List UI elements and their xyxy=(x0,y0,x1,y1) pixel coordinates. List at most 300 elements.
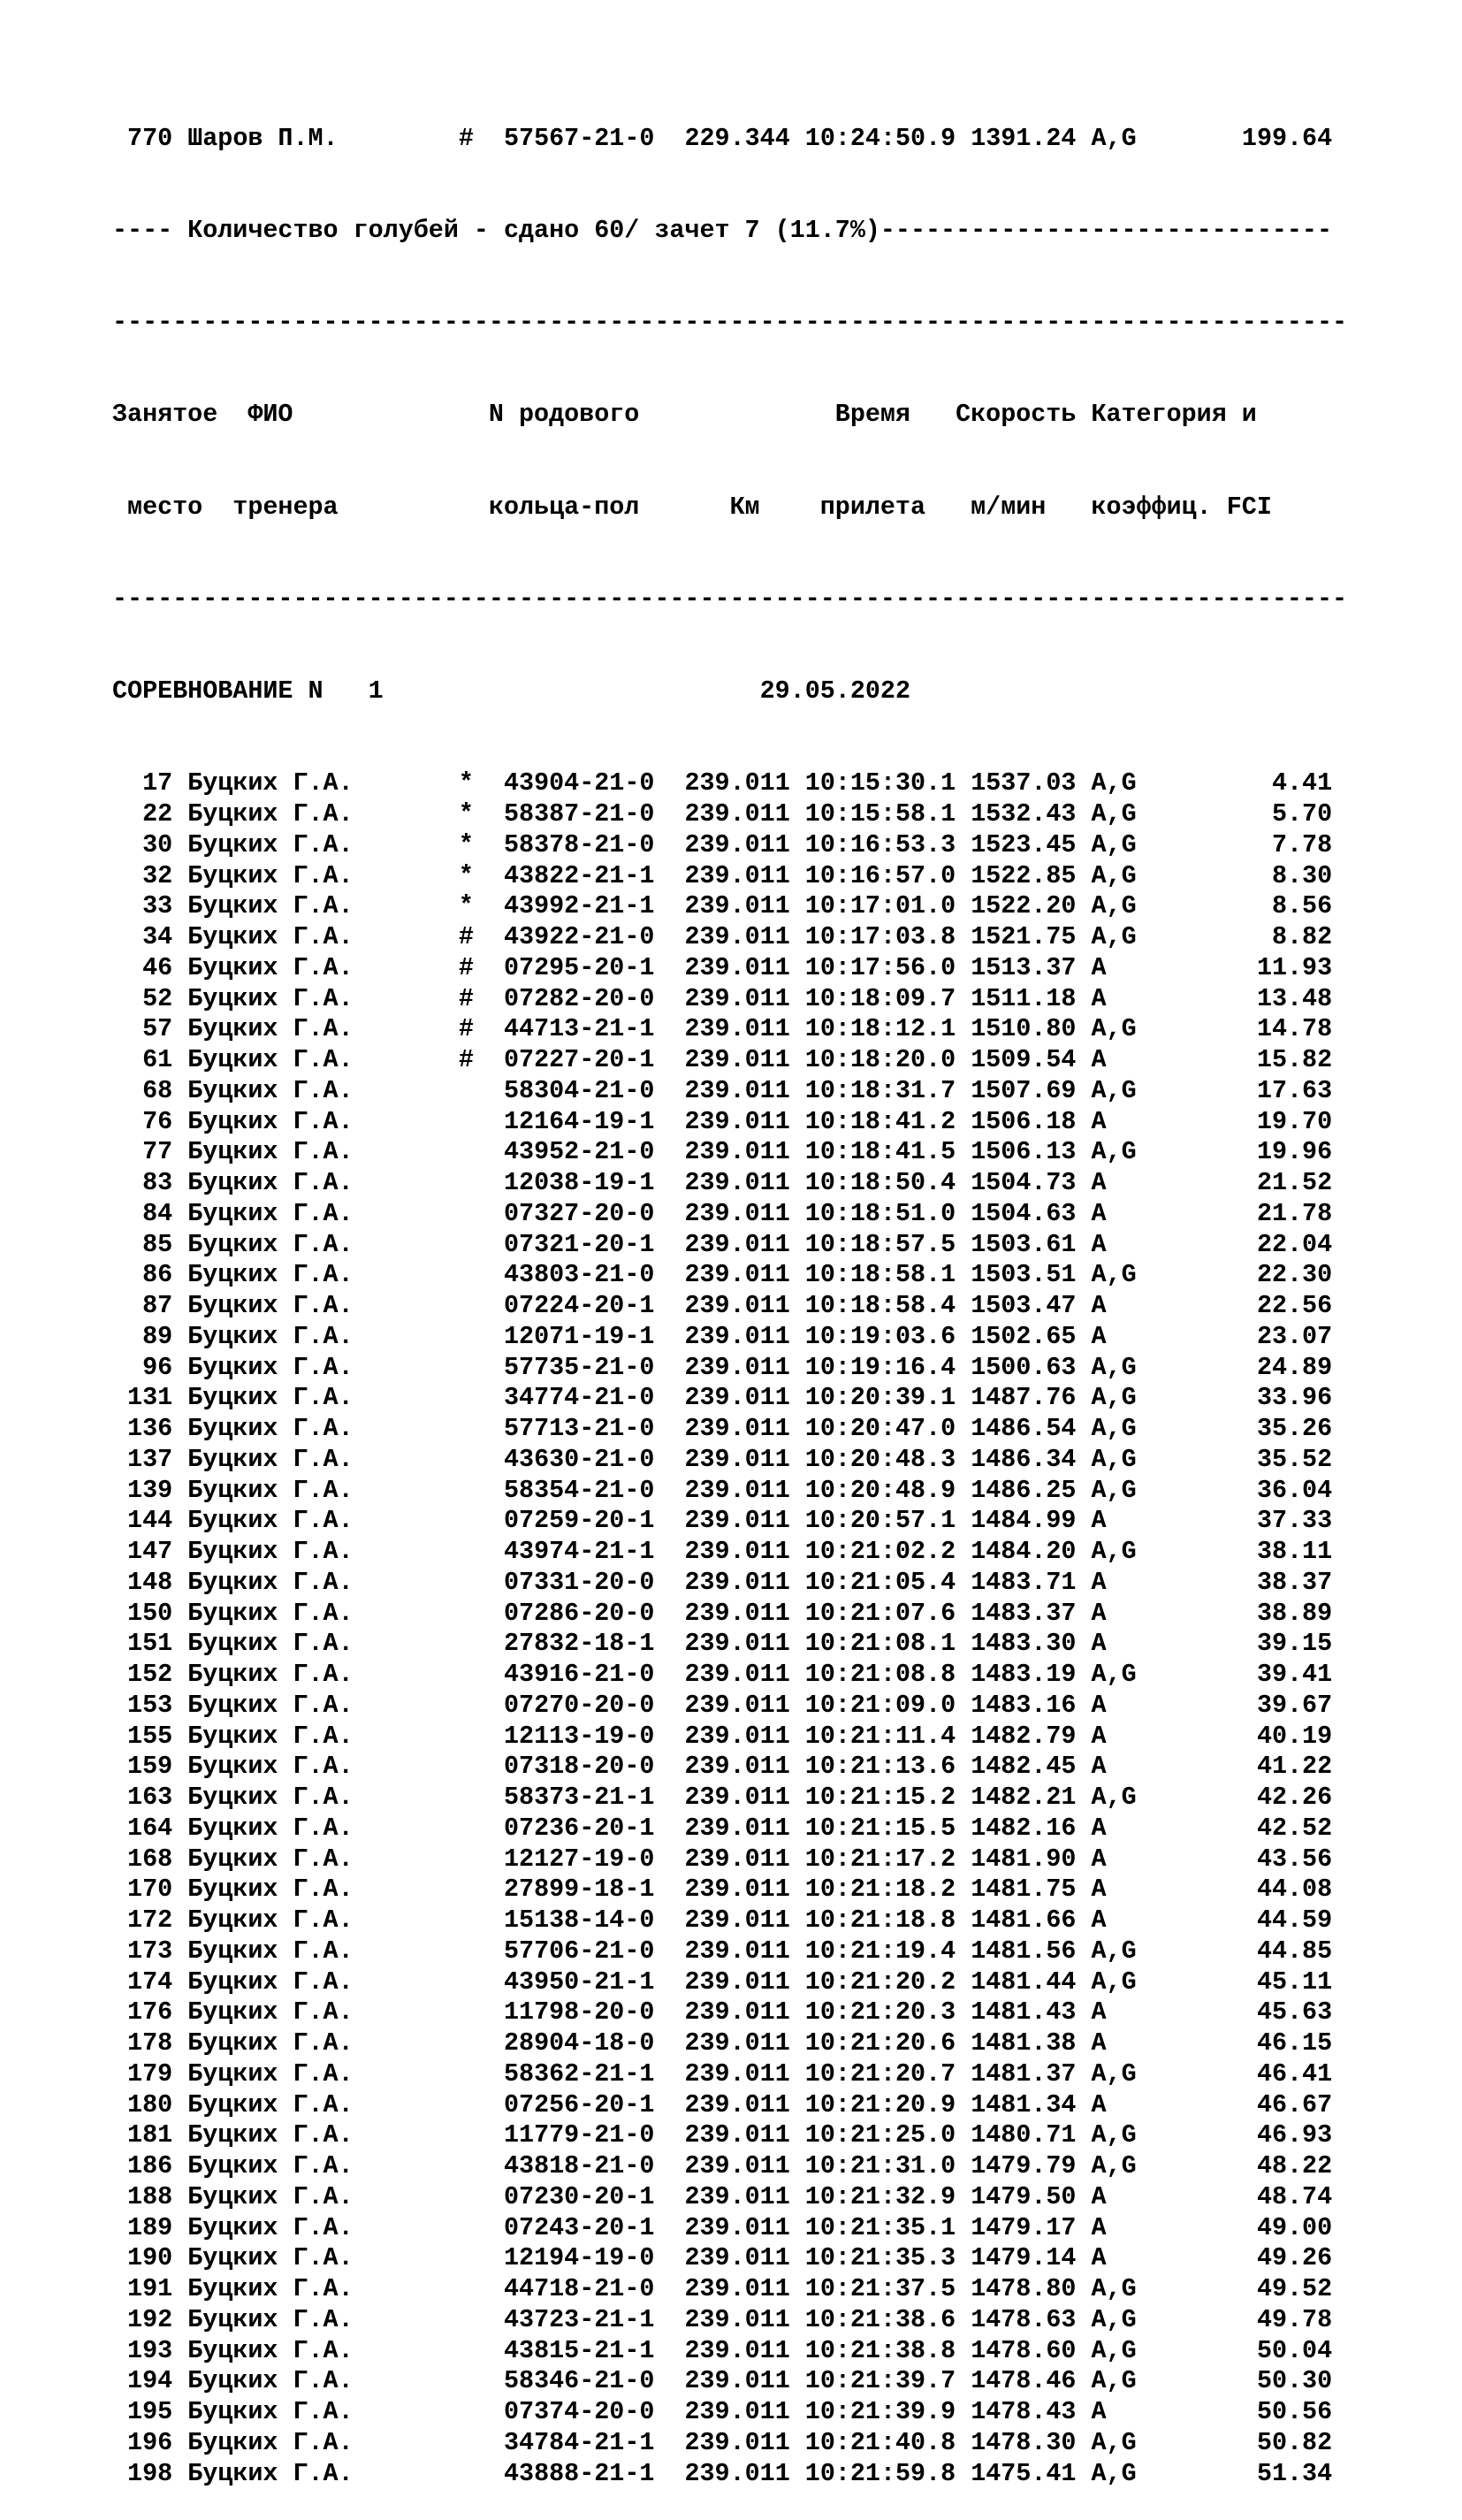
table-row xyxy=(112,1629,1347,1660)
row-mark xyxy=(459,1997,504,2027)
table-row xyxy=(112,1230,1347,1261)
row-category: A xyxy=(1091,2212,1137,2242)
row-fci: 7.78 xyxy=(1136,829,1333,859)
row-time: 10:21:40.8 xyxy=(804,2427,956,2457)
row-ring: 07256-20-1 xyxy=(504,2089,655,2119)
row-ring: 57706-21-0 xyxy=(504,1936,655,1966)
row-category: A xyxy=(1091,1721,1137,1751)
row-fci: 46.15 xyxy=(1136,2028,1333,2058)
row-time: 10:21:09.0 xyxy=(804,1690,956,1720)
row-name: Буцких Г.А. xyxy=(187,1905,444,1935)
row-speed: 1506.13 xyxy=(971,1137,1077,1167)
row-name: Буцких Г.А. xyxy=(187,922,444,951)
row-category: A xyxy=(1091,1229,1137,1259)
row-name: Буцких Г.А. xyxy=(187,799,444,829)
row-name: Буцких Г.А. xyxy=(187,860,444,890)
row-ring: 43992-21-1 xyxy=(504,891,655,921)
row-time: 10:21:38.6 xyxy=(804,2304,956,2334)
row-ring: 58304-21-0 xyxy=(504,1075,655,1105)
row-name: Буцких Г.А. xyxy=(187,1444,444,1474)
table-row xyxy=(112,2336,1347,2367)
row-fci: 23.07 xyxy=(1136,1321,1333,1351)
row-time: 10:18:58.4 xyxy=(804,1291,956,1320)
row-time: 10:18:41.5 xyxy=(804,1137,956,1167)
row-name: Буцких Г.А. xyxy=(187,1137,444,1167)
row-mark xyxy=(459,1936,504,1966)
table-row xyxy=(112,1905,1347,1936)
row-time: 10:21:15.5 xyxy=(804,1813,956,1843)
row-mark xyxy=(459,2213,504,2242)
row-category: A,G xyxy=(1091,1075,1137,1105)
row-time: 10:18:41.2 xyxy=(804,1106,956,1136)
row-speed: 1478.80 xyxy=(971,2274,1077,2303)
row-name: Буцких Г.А. xyxy=(187,2089,444,2119)
row-mark xyxy=(459,2336,504,2365)
row-mark xyxy=(459,1383,504,1412)
row-fci: 39.41 xyxy=(1136,1660,1333,1689)
row-km: 239.011 xyxy=(684,1198,790,1228)
row-fci: 21.52 xyxy=(1136,1168,1333,1197)
row-speed: 1513.37 xyxy=(971,952,1077,982)
row-km: 239.011 xyxy=(684,2181,790,2211)
prev-category: A,G xyxy=(1091,123,1137,153)
row-fci: 17.63 xyxy=(1136,1075,1333,1105)
row-km: 239.011 xyxy=(684,1075,790,1105)
row-category: A,G xyxy=(1091,860,1137,890)
table-row xyxy=(112,2305,1347,2336)
row-name: Буцких Г.А. xyxy=(187,2181,444,2211)
row-fci: 22.04 xyxy=(1136,1229,1333,1259)
table-row xyxy=(112,830,1347,861)
row-category: A,G xyxy=(1091,799,1137,829)
column-header-line-1: Занятое ФИО N родового Время Скорость Категория и xyxy=(112,400,1257,430)
row-name: Буцких Г.А. xyxy=(187,2366,444,2396)
row-fci: 48.22 xyxy=(1136,2151,1333,2180)
row-speed: 1503.47 xyxy=(971,1291,1077,1320)
row-place: 86 xyxy=(112,1260,173,1290)
row-ring: 43888-21-1 xyxy=(504,2458,655,2488)
row-speed: 1486.25 xyxy=(971,1475,1077,1505)
row-time: 10:21:35.1 xyxy=(804,2212,956,2242)
row-speed: 1481.37 xyxy=(971,2058,1077,2089)
prev-mark: # xyxy=(458,123,505,153)
row-place: 17 xyxy=(112,768,173,798)
row-mark: * xyxy=(458,829,505,859)
row-speed: 1506.18 xyxy=(971,1106,1077,1136)
row-time: 10:16:57.0 xyxy=(804,860,956,890)
row-fci: 15.82 xyxy=(1136,1045,1333,1074)
row-category: A xyxy=(1091,1598,1137,1628)
row-time: 10:20:48.9 xyxy=(804,1475,956,1505)
competition-date: 29.05.2022 xyxy=(759,676,910,706)
row-category: A,G xyxy=(1091,768,1137,798)
row-place: 30 xyxy=(112,829,173,859)
row-km: 239.011 xyxy=(684,1260,790,1290)
row-time: 10:21:32.9 xyxy=(804,2181,956,2211)
table-row xyxy=(112,1445,1347,1476)
row-time: 10:21:20.7 xyxy=(804,2058,956,2089)
row-ring: 07230-20-1 xyxy=(504,2181,655,2211)
row-fci: 38.37 xyxy=(1136,1567,1333,1597)
row-fci: 45.11 xyxy=(1136,1966,1333,1997)
row-ring: 43904-21-0 xyxy=(504,768,655,798)
row-name: Буцких Г.А. xyxy=(187,2304,444,2334)
table-row xyxy=(112,2151,1347,2182)
row-category: A,G xyxy=(1091,1444,1137,1474)
row-category: A,G xyxy=(1091,891,1137,921)
row-category: A xyxy=(1091,1997,1137,2027)
row-ring: 44718-21-0 xyxy=(504,2274,655,2303)
row-fci: 45.63 xyxy=(1136,1997,1333,2027)
row-ring: 15138-14-0 xyxy=(504,1905,655,1935)
row-speed: 1482.16 xyxy=(971,1813,1077,1843)
row-speed: 1479.14 xyxy=(971,2243,1077,2273)
row-speed: 1482.21 xyxy=(971,1783,1077,1812)
row-ring: 12113-19-0 xyxy=(504,1721,655,1751)
row-place: 189 xyxy=(112,2212,173,2242)
table-row xyxy=(112,799,1347,830)
row-mark xyxy=(459,2305,504,2334)
separator-bottom: ---------------------------------------------------------------------------------- xyxy=(112,584,1348,614)
row-category: A,G xyxy=(1091,2274,1137,2303)
table-row xyxy=(112,1353,1347,1384)
row-mark xyxy=(459,1814,504,1843)
row-km: 239.011 xyxy=(684,2058,790,2089)
table-row xyxy=(112,1014,1347,1045)
table-row xyxy=(112,1322,1347,1353)
row-name: Буцких Г.А. xyxy=(187,1813,444,1843)
row-place: 163 xyxy=(112,1783,173,1812)
row-name: Буцких Г.А. xyxy=(187,1198,444,1228)
table-row xyxy=(112,922,1347,953)
row-mark xyxy=(459,1783,504,1812)
row-category: A xyxy=(1091,2397,1137,2426)
row-mark xyxy=(459,2428,504,2457)
column-header-line-2: место тренера кольца-пол Км прилета м/мин коэффиц. FCI xyxy=(112,492,1272,522)
row-speed: 1483.16 xyxy=(971,1690,1077,1720)
row-km: 239.011 xyxy=(684,1936,790,1966)
row-ring: 58378-21-0 xyxy=(504,829,655,859)
row-ring: 43950-21-1 xyxy=(504,1966,655,1997)
row-km: 239.011 xyxy=(684,799,790,829)
row-speed: 1478.30 xyxy=(971,2427,1077,2457)
row-time: 10:21:11.4 xyxy=(804,1721,956,1751)
row-ring: 07295-20-1 xyxy=(504,952,655,982)
row-place: 151 xyxy=(112,1629,173,1659)
row-ring: 43974-21-1 xyxy=(504,1537,655,1566)
row-fci: 50.56 xyxy=(1136,2397,1333,2426)
row-fci: 39.15 xyxy=(1136,1629,1333,1659)
row-place: 148 xyxy=(112,1567,173,1597)
row-km: 239.011 xyxy=(684,768,790,798)
row-category: A,G xyxy=(1091,2304,1137,2334)
row-place: 174 xyxy=(112,1966,173,1997)
row-mark xyxy=(459,1722,504,1751)
row-time: 10:17:03.8 xyxy=(804,922,956,951)
row-mark xyxy=(459,1199,504,1228)
row-km: 239.011 xyxy=(684,1321,790,1351)
row-place: 186 xyxy=(112,2151,173,2180)
row-name: Буцких Г.А. xyxy=(187,1997,444,2027)
row-name: Буцких Г.А. xyxy=(187,983,444,1013)
row-ring: 07374-20-0 xyxy=(504,2397,655,2426)
row-fci: 38.89 xyxy=(1136,1598,1333,1628)
row-fci: 43.56 xyxy=(1136,1844,1333,1874)
row-place: 172 xyxy=(112,1905,173,1935)
row-mark: * xyxy=(458,768,505,798)
row-speed: 1522.20 xyxy=(971,891,1077,921)
table-row xyxy=(112,861,1347,892)
row-mark xyxy=(459,1967,504,1997)
row-place: 34 xyxy=(112,922,173,951)
row-speed: 1509.54 xyxy=(971,1045,1077,1074)
row-ring: 28904-18-0 xyxy=(504,2028,655,2058)
row-category: A xyxy=(1091,1106,1137,1136)
row-km: 239.011 xyxy=(684,2151,790,2180)
prev-place: 770 xyxy=(112,123,173,153)
row-category: A xyxy=(1091,1905,1137,1935)
row-speed: 1503.61 xyxy=(971,1229,1077,1259)
row-ring: 07227-20-1 xyxy=(504,1045,655,1074)
row-place: 33 xyxy=(112,891,173,921)
row-km: 239.011 xyxy=(684,2120,790,2150)
row-place: 76 xyxy=(112,1106,173,1136)
row-place: 192 xyxy=(112,2304,173,2334)
row-km: 239.011 xyxy=(684,1383,790,1413)
row-mark xyxy=(459,2366,504,2395)
row-km: 239.011 xyxy=(684,2243,790,2273)
row-category: A,G xyxy=(1091,2120,1137,2150)
row-ring: 58346-21-0 xyxy=(504,2366,655,2396)
table-row xyxy=(112,1814,1347,1844)
row-km: 239.011 xyxy=(684,1291,790,1320)
row-ring: 12038-19-1 xyxy=(504,1168,655,1197)
table-row xyxy=(112,2059,1347,2090)
row-km: 239.011 xyxy=(684,891,790,921)
row-name: Буцких Г.А. xyxy=(187,1690,444,1720)
table-row xyxy=(112,1383,1347,1414)
row-name: Буцких Г.А. xyxy=(187,1875,444,1905)
row-time: 10:18:20.0 xyxy=(804,1045,956,1074)
row-speed: 1504.73 xyxy=(971,1168,1077,1197)
table-row xyxy=(112,2366,1347,2397)
row-ring: 43723-21-1 xyxy=(504,2304,655,2334)
row-place: 180 xyxy=(112,2089,173,2119)
row-category: A,G xyxy=(1091,2151,1137,2180)
row-category: A,G xyxy=(1091,1352,1137,1382)
row-time: 10:21:25.0 xyxy=(804,2120,956,2150)
row-km: 239.011 xyxy=(684,1966,790,1997)
table-row xyxy=(112,1844,1347,1875)
row-category: A,G xyxy=(1091,1660,1137,1689)
competition-label: СОРЕВНОВАНИЕ N 1 xyxy=(112,676,760,706)
row-ring: 07270-20-0 xyxy=(504,1690,655,1720)
row-speed: 1479.50 xyxy=(971,2181,1077,2211)
row-fci: 46.67 xyxy=(1136,2089,1333,2119)
row-ring: 07286-20-0 xyxy=(504,1598,655,1628)
row-mark xyxy=(459,1629,504,1658)
row-category: A,G xyxy=(1091,1137,1137,1167)
row-fci: 42.26 xyxy=(1136,1783,1333,1812)
row-name: Буцких Г.А. xyxy=(187,1783,444,1812)
row-mark xyxy=(459,2090,504,2119)
row-speed: 1487.76 xyxy=(971,1383,1077,1413)
row-place: 164 xyxy=(112,1813,173,1843)
row-name: Буцких Г.А. xyxy=(187,829,444,859)
row-speed: 1504.63 xyxy=(971,1198,1077,1228)
table-row xyxy=(112,2459,1347,2490)
row-name: Буцких Г.А. xyxy=(187,891,444,921)
table-row xyxy=(112,1783,1347,1814)
table-row xyxy=(112,1691,1347,1722)
row-category: A xyxy=(1091,1168,1137,1197)
row-category: A xyxy=(1091,2243,1137,2273)
row-speed: 1479.79 xyxy=(971,2151,1077,2180)
table-row xyxy=(112,1076,1347,1107)
row-ring: 43952-21-0 xyxy=(504,1137,655,1167)
row-speed: 1483.71 xyxy=(971,1567,1077,1597)
row-category: A xyxy=(1091,2028,1137,2058)
row-mark: # xyxy=(458,1045,505,1074)
row-name: Буцких Г.А. xyxy=(187,1475,444,1505)
row-fci: 22.30 xyxy=(1136,1260,1333,1290)
row-place: 152 xyxy=(112,1660,173,1689)
row-name: Буцких Г.А. xyxy=(187,1966,444,1997)
row-mark xyxy=(459,1599,504,1628)
row-category: A,G xyxy=(1091,1383,1137,1413)
row-speed: 1481.38 xyxy=(971,2028,1077,2058)
row-time: 10:21:13.6 xyxy=(804,1752,956,1782)
row-category: A xyxy=(1091,1752,1137,1782)
row-ring: 58373-21-1 xyxy=(504,1783,655,1812)
row-place: 22 xyxy=(112,799,173,829)
row-speed: 1481.44 xyxy=(971,1966,1077,1997)
table-row xyxy=(112,1660,1347,1691)
row-mark: * xyxy=(458,891,505,921)
row-name: Буцких Г.А. xyxy=(187,952,444,982)
row-speed: 1483.30 xyxy=(971,1629,1077,1659)
row-place: 198 xyxy=(112,2458,173,2488)
row-time: 10:21:39.9 xyxy=(804,2397,956,2426)
table-row xyxy=(112,953,1347,984)
row-place: 96 xyxy=(112,1352,173,1382)
row-mark xyxy=(459,1476,504,1505)
row-mark xyxy=(459,1168,504,1197)
row-speed: 1502.65 xyxy=(971,1321,1077,1351)
prev-ring: 57567-21-0 xyxy=(504,123,655,153)
table-row xyxy=(112,1875,1347,1905)
row-fci: 24.89 xyxy=(1136,1352,1333,1382)
row-ring: 34774-21-0 xyxy=(504,1383,655,1413)
row-name: Буцких Г.А. xyxy=(187,1352,444,1382)
row-ring: 58387-21-0 xyxy=(504,799,655,829)
row-km: 239.011 xyxy=(684,1352,790,1382)
row-speed: 1479.17 xyxy=(971,2212,1077,2242)
row-name: Буцких Г.А. xyxy=(187,2458,444,2488)
row-fci: 33.96 xyxy=(1136,1383,1333,1413)
row-place: 32 xyxy=(112,860,173,890)
row-name: Буцких Г.А. xyxy=(187,1414,444,1443)
row-mark xyxy=(459,2182,504,2211)
row-km: 239.011 xyxy=(684,1414,790,1443)
row-mark: * xyxy=(458,860,505,890)
row-fci: 49.26 xyxy=(1136,2243,1333,2273)
row-km: 239.011 xyxy=(684,1168,790,1197)
row-speed: 1507.69 xyxy=(971,1075,1077,1105)
row-ring: 43916-21-0 xyxy=(504,1660,655,1689)
row-km: 239.011 xyxy=(684,2212,790,2242)
table-row xyxy=(112,1137,1347,1168)
row-category: A,G xyxy=(1091,1475,1137,1505)
row-ring: 43803-21-0 xyxy=(504,1260,655,1290)
row-km: 239.011 xyxy=(684,1752,790,1782)
row-fci: 44.85 xyxy=(1136,1936,1333,1966)
row-place: 87 xyxy=(112,1291,173,1320)
row-name: Буцких Г.А. xyxy=(187,1014,444,1044)
row-fci: 35.26 xyxy=(1136,1414,1333,1443)
row-speed: 1503.51 xyxy=(971,1260,1077,1290)
table-row xyxy=(112,1537,1347,1568)
row-place: 159 xyxy=(112,1752,173,1782)
row-time: 10:20:47.0 xyxy=(804,1414,956,1443)
row-category: A xyxy=(1091,1291,1137,1320)
row-ring: 07224-20-1 xyxy=(504,1291,655,1320)
row-time: 10:21:19.4 xyxy=(804,1936,956,1966)
row-category: A,G xyxy=(1091,1014,1137,1044)
row-km: 239.011 xyxy=(684,2366,790,2396)
row-km: 239.011 xyxy=(684,1690,790,1720)
row-km: 239.011 xyxy=(684,2304,790,2334)
row-time: 10:21:20.9 xyxy=(804,2089,956,2119)
row-fci: 46.93 xyxy=(1136,2120,1333,2150)
row-place: 150 xyxy=(112,1598,173,1628)
row-name: Буцких Г.А. xyxy=(187,1844,444,1874)
row-mark xyxy=(459,1260,504,1289)
row-km: 239.011 xyxy=(684,983,790,1013)
row-mark xyxy=(459,1875,504,1904)
row-ring: 58362-21-1 xyxy=(504,2058,655,2089)
row-name: Буцких Г.А. xyxy=(187,2058,444,2089)
row-place: 52 xyxy=(112,983,173,1013)
row-category: A xyxy=(1091,1690,1137,1720)
prev-fci: 199.64 xyxy=(1136,123,1333,153)
row-category: A,G xyxy=(1091,922,1137,951)
row-category: A xyxy=(1091,1844,1137,1874)
row-place: 137 xyxy=(112,1444,173,1474)
table-row xyxy=(112,1568,1347,1599)
prev-time: 10:24:50.9 xyxy=(804,123,956,153)
row-fci: 51.34 xyxy=(1136,2458,1333,2488)
row-mark xyxy=(459,2274,504,2303)
row-place: 139 xyxy=(112,1475,173,1505)
row-time: 10:19:16.4 xyxy=(804,1352,956,1382)
row-ring: 43630-21-0 xyxy=(504,1444,655,1474)
table-row xyxy=(112,1107,1347,1138)
row-speed: 1511.18 xyxy=(971,983,1077,1013)
row-name: Буцких Г.А. xyxy=(187,1260,444,1290)
row-place: 176 xyxy=(112,1997,173,2027)
row-place: 147 xyxy=(112,1537,173,1566)
row-place: 195 xyxy=(112,2397,173,2426)
table-row xyxy=(112,2397,1347,2428)
row-km: 239.011 xyxy=(684,2028,790,2058)
row-place: 181 xyxy=(112,2120,173,2150)
row-speed: 1481.66 xyxy=(971,1905,1077,1935)
table-row xyxy=(112,2182,1347,2213)
row-mark xyxy=(459,1107,504,1136)
row-category: A,G xyxy=(1091,1414,1137,1443)
table-row xyxy=(112,1722,1347,1753)
